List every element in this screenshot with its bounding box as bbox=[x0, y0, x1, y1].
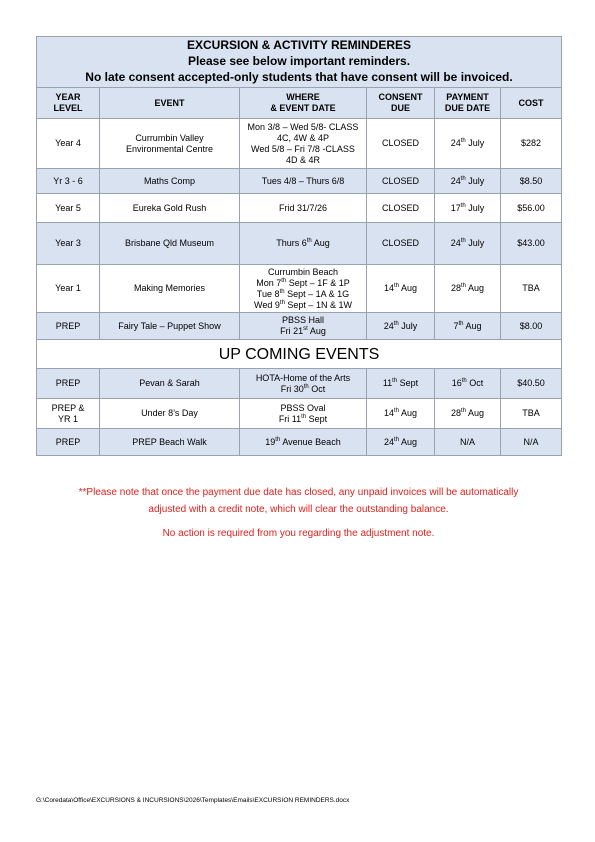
consent-cell: CLOSED bbox=[367, 223, 435, 265]
cost-cell: $8.50 bbox=[501, 169, 562, 194]
table-row bbox=[37, 169, 562, 194]
adjustment-note: No action is required from you regarding the adjustment note. bbox=[162, 528, 435, 539]
where-cell: Currumbin Beach Mon 7th Sept – 1F & 1P Tue 8th Sept – 1A & 1G Wed 9th Sept – 1N & 1W bbox=[240, 265, 367, 313]
payment-cell: 16th Oct bbox=[435, 369, 501, 399]
where-cell: HOTA-Home of the Arts Fri 30th Oct bbox=[240, 369, 367, 399]
col-header-year-level: YEAR LEVEL bbox=[37, 88, 100, 119]
col-header-where: WHERE & EVENT DATE bbox=[240, 88, 367, 119]
consent-cell: 24th Aug bbox=[367, 429, 435, 456]
year-level-cell: Yr 3 - 6 bbox=[37, 169, 100, 194]
reminders-table-wrapper bbox=[36, 36, 561, 456]
event-cell: Eureka Gold Rush bbox=[100, 194, 240, 223]
table-row bbox=[37, 369, 562, 399]
table-row bbox=[37, 119, 562, 169]
event-cell: Making Memories bbox=[100, 265, 240, 313]
file-path-footer: G:\Coredata\Office\EXCURSIONS & INCURSIONS\2026\Templates\Emails\EXCURSION REMINDERS.docx bbox=[36, 797, 350, 804]
table-row bbox=[37, 399, 562, 429]
table-row bbox=[37, 429, 562, 456]
cost-cell: $8.00 bbox=[501, 313, 562, 340]
event-cell: Pevan & Sarah bbox=[100, 369, 240, 399]
cost-cell: $40.50 bbox=[501, 369, 562, 399]
table-row bbox=[37, 223, 562, 265]
col-header-cost: COST bbox=[501, 88, 562, 119]
doc-subtitle: Please see below important reminders. bbox=[37, 54, 562, 70]
consent-cell: CLOSED bbox=[367, 169, 435, 194]
payment-cell: 24th July bbox=[435, 119, 501, 169]
where-cell: 19th Avenue Beach bbox=[240, 429, 367, 456]
cost-cell: $56.00 bbox=[501, 194, 562, 223]
payment-cell: 28th Aug bbox=[435, 265, 501, 313]
where-cell: Mon 3/8 – Wed 5/8- CLASS 4C, 4W & 4P Wed 5/8 – Fri 7/8 -CLASS 4D & 4R bbox=[240, 119, 367, 169]
consent-cell: 14th Aug bbox=[367, 399, 435, 429]
payment-note: **Please note that once the payment due date has closed, any unpaid invoices will be automatically adjusted with a credit note, which will clear the outstanding balance. bbox=[78, 487, 519, 515]
event-cell: Currumbin Valley Environmental Centre bbox=[100, 119, 240, 169]
year-level-cell: Year 1 bbox=[37, 265, 100, 313]
where-cell: PBSS Hall Fri 21st Aug bbox=[240, 313, 367, 340]
event-cell: Maths Comp bbox=[100, 169, 240, 194]
payment-cell: 24th July bbox=[435, 169, 501, 194]
table-row bbox=[37, 194, 562, 223]
where-cell: Tues 4/8 – Thurs 6/8 bbox=[240, 169, 367, 194]
event-cell: Brisbane Qld Museum bbox=[100, 223, 240, 265]
payment-cell: 17th July bbox=[435, 194, 501, 223]
consent-cell: 11th Sept bbox=[367, 369, 435, 399]
payment-cell: 28th Aug bbox=[435, 399, 501, 429]
consent-cell: 24th July bbox=[367, 313, 435, 340]
year-level-cell: PREP bbox=[37, 369, 100, 399]
consent-warning: No late consent accepted-only students that have consent will be invoiced. bbox=[37, 70, 562, 88]
reminders-table bbox=[36, 36, 562, 456]
cost-cell: $43.00 bbox=[501, 223, 562, 265]
where-cell: PBSS Oval Fri 11th Sept bbox=[240, 399, 367, 429]
col-header-payment-due: PAYMENT DUE DATE bbox=[435, 88, 501, 119]
upcoming-events-heading: UP COMING EVENTS bbox=[37, 340, 562, 369]
cost-cell: TBA bbox=[501, 399, 562, 429]
consent-cell: 14th Aug bbox=[367, 265, 435, 313]
payment-cell: 7th Aug bbox=[435, 313, 501, 340]
cost-cell: N/A bbox=[501, 429, 562, 456]
year-level-cell: Year 4 bbox=[37, 119, 100, 169]
col-header-consent-due: CONSENT DUE bbox=[367, 88, 435, 119]
year-level-cell: PREP & YR 1 bbox=[37, 399, 100, 429]
payment-cell: N/A bbox=[435, 429, 501, 456]
cost-cell: $282 bbox=[501, 119, 562, 169]
event-cell: Under 8’s Day bbox=[100, 399, 240, 429]
where-cell: Frid 31/7/26 bbox=[240, 194, 367, 223]
event-cell: PREP Beach Walk bbox=[100, 429, 240, 456]
table-row bbox=[37, 265, 562, 313]
doc-title: EXCURSION & ACTIVITY REMINDERES bbox=[37, 37, 562, 55]
event-cell: Fairy Tale – Puppet Show bbox=[100, 313, 240, 340]
table-row bbox=[37, 313, 562, 340]
cost-cell: TBA bbox=[501, 265, 562, 313]
payment-cell: 24th July bbox=[435, 223, 501, 265]
year-level-cell: Year 3 bbox=[37, 223, 100, 265]
where-cell: Thurs 6th Aug bbox=[240, 223, 367, 265]
consent-cell: CLOSED bbox=[367, 194, 435, 223]
year-level-cell: Year 5 bbox=[37, 194, 100, 223]
col-header-event: EVENT bbox=[100, 88, 240, 119]
year-level-cell: PREP bbox=[37, 429, 100, 456]
consent-cell: CLOSED bbox=[367, 119, 435, 169]
year-level-cell: PREP bbox=[37, 313, 100, 340]
